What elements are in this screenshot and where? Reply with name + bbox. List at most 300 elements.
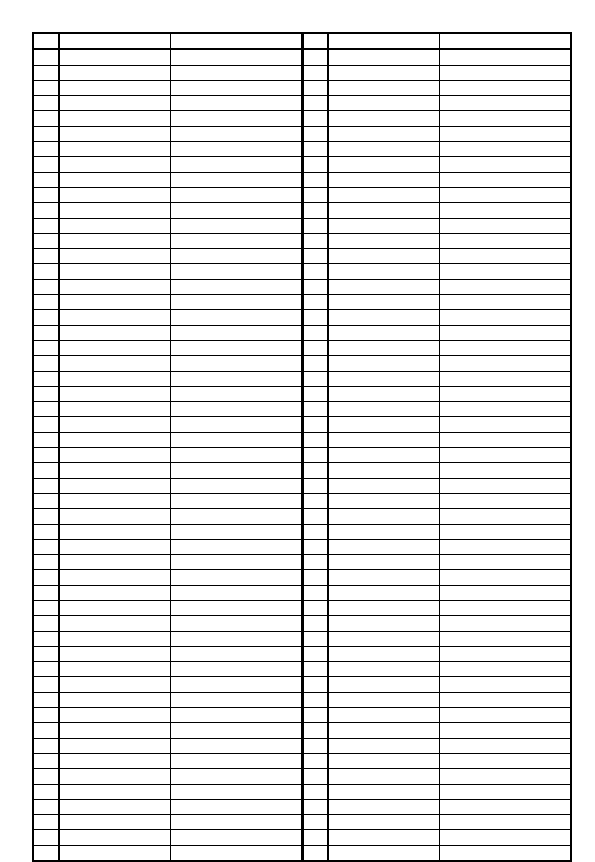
right-row-name [328, 662, 439, 677]
table-row [33, 585, 571, 600]
right-row-value [439, 249, 571, 264]
left-row-name [59, 509, 170, 524]
table-row [33, 539, 571, 554]
left-row-number [33, 616, 59, 631]
right-row-name [328, 815, 439, 830]
table-row [33, 784, 571, 799]
right-row-value [439, 555, 571, 570]
right-row-name [328, 646, 439, 661]
left-row-number [33, 325, 59, 340]
right-row-number [302, 478, 328, 493]
left-row-value [170, 600, 302, 615]
left-row-number [33, 738, 59, 753]
left-row-number [33, 386, 59, 401]
right-row-number [302, 157, 328, 172]
right-row-name [328, 233, 439, 248]
table-row [33, 157, 571, 172]
right-row-name [328, 723, 439, 738]
left-row-value [170, 310, 302, 325]
left-row-number [33, 295, 59, 310]
left-row-value [170, 539, 302, 554]
table-row [33, 600, 571, 615]
left-row-number [33, 142, 59, 157]
right-row-name [328, 157, 439, 172]
left-row-name [59, 203, 170, 218]
left-row-value [170, 509, 302, 524]
right-row-number [302, 585, 328, 600]
right-row-number [302, 815, 328, 830]
left-row-value [170, 126, 302, 141]
table-row [33, 279, 571, 294]
right-row-number [302, 539, 328, 554]
right-row-number [302, 65, 328, 80]
left-row-name [59, 830, 170, 845]
table-row [33, 448, 571, 463]
left-row-number [33, 432, 59, 447]
left-row-number [33, 157, 59, 172]
right-row-name [328, 677, 439, 692]
left-row-name [59, 417, 170, 432]
right-row-number [302, 295, 328, 310]
right-row-value [439, 264, 571, 279]
right-row-name [328, 203, 439, 218]
left-row-value [170, 616, 302, 631]
left-row-value [170, 845, 302, 861]
left-row-value [170, 478, 302, 493]
left-row-number [33, 631, 59, 646]
left-row-value [170, 111, 302, 126]
left-row-number [33, 371, 59, 386]
right-row-name [328, 310, 439, 325]
left-row-value [170, 432, 302, 447]
right-row-name [328, 799, 439, 814]
left-row-name [59, 723, 170, 738]
left-row-name [59, 172, 170, 187]
table-row [33, 493, 571, 508]
left-row-value [170, 218, 302, 233]
left-row-name [59, 402, 170, 417]
right-row-value [439, 524, 571, 539]
right-row-number [302, 111, 328, 126]
left-row-value [170, 723, 302, 738]
left-row-number [33, 111, 59, 126]
left-row-number [33, 493, 59, 508]
right-row-name [328, 631, 439, 646]
left-row-name [59, 539, 170, 554]
left-row-value [170, 417, 302, 432]
right-row-name [328, 142, 439, 157]
left-row-name [59, 279, 170, 294]
right-row-name [328, 279, 439, 294]
right-value-header [439, 33, 571, 49]
right-row-number [302, 830, 328, 845]
left-row-name [59, 784, 170, 799]
right-row-value [439, 493, 571, 508]
right-row-name [328, 432, 439, 447]
left-row-number [33, 799, 59, 814]
table-row [33, 111, 571, 126]
right-row-number [302, 187, 328, 202]
table-row [33, 203, 571, 218]
left-row-value [170, 187, 302, 202]
left-row-value [170, 738, 302, 753]
right-row-number [302, 340, 328, 355]
table-row [33, 310, 571, 325]
table-body [33, 49, 571, 861]
right-row-value [439, 463, 571, 478]
right-row-name [328, 172, 439, 187]
right-row-number [302, 631, 328, 646]
right-row-value [439, 49, 571, 65]
right-row-name [328, 325, 439, 340]
right-row-number [302, 753, 328, 768]
right-row-number [302, 493, 328, 508]
right-row-name [328, 249, 439, 264]
left-row-value [170, 203, 302, 218]
left-row-number [33, 448, 59, 463]
table-row [33, 555, 571, 570]
left-row-number [33, 96, 59, 111]
left-row-name [59, 386, 170, 401]
left-row-number [33, 126, 59, 141]
left-row-value [170, 249, 302, 264]
right-row-name [328, 524, 439, 539]
right-row-name [328, 463, 439, 478]
left-row-value [170, 830, 302, 845]
left-row-value [170, 662, 302, 677]
right-row-name [328, 769, 439, 784]
left-value-header [170, 33, 302, 49]
right-row-name [328, 845, 439, 861]
left-row-number [33, 49, 59, 65]
left-row-name [59, 799, 170, 814]
right-row-value [439, 80, 571, 95]
left-row-number [33, 646, 59, 661]
left-row-value [170, 49, 302, 65]
right-row-number [302, 279, 328, 294]
left-row-value [170, 815, 302, 830]
right-row-value [439, 600, 571, 615]
right-row-value [439, 616, 571, 631]
right-row-name [328, 478, 439, 493]
table-row [33, 356, 571, 371]
right-row-name [328, 493, 439, 508]
left-row-name [59, 631, 170, 646]
right-row-value [439, 157, 571, 172]
right-row-name [328, 356, 439, 371]
left-row-name [59, 646, 170, 661]
table-row [33, 65, 571, 80]
table-row [33, 80, 571, 95]
left-row-value [170, 371, 302, 386]
right-row-number [302, 218, 328, 233]
left-row-name [59, 753, 170, 768]
right-row-number [302, 708, 328, 723]
left-row-name [59, 738, 170, 753]
right-row-number [302, 799, 328, 814]
right-row-name [328, 187, 439, 202]
right-row-number [302, 325, 328, 340]
right-row-number [302, 723, 328, 738]
table-row [33, 49, 571, 65]
left-row-number [33, 692, 59, 707]
left-row-value [170, 769, 302, 784]
right-row-number [302, 555, 328, 570]
left-row-name [59, 126, 170, 141]
right-row-name [328, 80, 439, 95]
right-row-value [439, 753, 571, 768]
left-row-value [170, 708, 302, 723]
table-row [33, 799, 571, 814]
right-row-number [302, 142, 328, 157]
right-row-number [302, 96, 328, 111]
table-row [33, 616, 571, 631]
left-row-value [170, 142, 302, 157]
left-row-name [59, 708, 170, 723]
left-row-number [33, 662, 59, 677]
document-sheet [32, 32, 570, 820]
left-row-name [59, 80, 170, 95]
table-row [33, 386, 571, 401]
right-row-value [439, 325, 571, 340]
left-row-value [170, 402, 302, 417]
table-row [33, 708, 571, 723]
left-row-value [170, 386, 302, 401]
right-row-value [439, 295, 571, 310]
right-row-number [302, 600, 328, 615]
left-row-value [170, 279, 302, 294]
right-row-value [439, 509, 571, 524]
right-row-value [439, 478, 571, 493]
left-row-name [59, 218, 170, 233]
right-row-number [302, 463, 328, 478]
right-row-number [302, 432, 328, 447]
left-row-name [59, 49, 170, 65]
table-row [33, 738, 571, 753]
left-row-name [59, 585, 170, 600]
right-row-number [302, 203, 328, 218]
left-row-number [33, 356, 59, 371]
right-row-number [302, 692, 328, 707]
right-row-name [328, 402, 439, 417]
right-row-value [439, 799, 571, 814]
left-row-name [59, 769, 170, 784]
left-row-value [170, 799, 302, 814]
left-row-value [170, 524, 302, 539]
left-row-value [170, 555, 302, 570]
left-row-number [33, 463, 59, 478]
table-row [33, 142, 571, 157]
table-row [33, 172, 571, 187]
table-row [33, 753, 571, 768]
left-row-name [59, 692, 170, 707]
right-row-name [328, 126, 439, 141]
right-row-value [439, 126, 571, 141]
right-row-value [439, 815, 571, 830]
table-row [33, 570, 571, 585]
left-row-name [59, 815, 170, 830]
left-row-number [33, 203, 59, 218]
right-row-number [302, 646, 328, 661]
left-row-name [59, 371, 170, 386]
right-row-name [328, 417, 439, 432]
left-row-value [170, 463, 302, 478]
left-row-value [170, 172, 302, 187]
left-row-number [33, 753, 59, 768]
left-row-name [59, 310, 170, 325]
left-row-number [33, 570, 59, 585]
table-header-row [33, 33, 571, 49]
left-row-number [33, 417, 59, 432]
left-row-value [170, 631, 302, 646]
left-row-name [59, 432, 170, 447]
right-row-name [328, 49, 439, 65]
left-row-value [170, 493, 302, 508]
left-row-name [59, 325, 170, 340]
left-row-number [33, 509, 59, 524]
right-row-name [328, 386, 439, 401]
right-row-value [439, 65, 571, 80]
table-row [33, 96, 571, 111]
left-row-name [59, 448, 170, 463]
right-row-value [439, 340, 571, 355]
right-row-number [302, 356, 328, 371]
right-row-number [302, 371, 328, 386]
table-row [33, 340, 571, 355]
table-row [33, 845, 571, 861]
left-row-name [59, 555, 170, 570]
left-row-number [33, 187, 59, 202]
left-row-value [170, 264, 302, 279]
left-row-number [33, 340, 59, 355]
right-row-number [302, 310, 328, 325]
table-row [33, 524, 571, 539]
left-row-name [59, 524, 170, 539]
left-row-name [59, 600, 170, 615]
left-row-value [170, 677, 302, 692]
right-row-name [328, 555, 439, 570]
right-row-number [302, 172, 328, 187]
right-row-value [439, 646, 571, 661]
right-row-value [439, 448, 571, 463]
table-row [33, 402, 571, 417]
right-row-number [302, 417, 328, 432]
right-row-name [328, 65, 439, 80]
left-row-value [170, 233, 302, 248]
table-row [33, 417, 571, 432]
left-row-number [33, 815, 59, 830]
right-row-value [439, 111, 571, 126]
right-row-number [302, 448, 328, 463]
left-row-value [170, 80, 302, 95]
left-row-value [170, 157, 302, 172]
right-row-name [328, 784, 439, 799]
right-row-value [439, 677, 571, 692]
right-row-value [439, 723, 571, 738]
left-row-value [170, 585, 302, 600]
right-row-name [328, 708, 439, 723]
left-row-number [33, 769, 59, 784]
right-row-number [302, 616, 328, 631]
right-row-name [328, 738, 439, 753]
left-row-number [33, 677, 59, 692]
right-row-value [439, 784, 571, 799]
right-row-value [439, 172, 571, 187]
right-row-value [439, 570, 571, 585]
left-name-header [59, 33, 170, 49]
right-row-value [439, 218, 571, 233]
right-row-value [439, 371, 571, 386]
right-row-value [439, 233, 571, 248]
left-row-number [33, 524, 59, 539]
table-row [33, 264, 571, 279]
table-row [33, 325, 571, 340]
right-row-number [302, 662, 328, 677]
right-row-number [302, 845, 328, 861]
right-row-name [328, 692, 439, 707]
right-row-value [439, 830, 571, 845]
right-row-number [302, 126, 328, 141]
left-row-number [33, 600, 59, 615]
right-row-number [302, 769, 328, 784]
left-row-name [59, 96, 170, 111]
right-row-value [439, 692, 571, 707]
right-row-name [328, 340, 439, 355]
two-column-index-table [32, 32, 572, 862]
right-row-value [439, 356, 571, 371]
left-row-name [59, 157, 170, 172]
right-row-name [328, 753, 439, 768]
table-row [33, 662, 571, 677]
right-row-value [439, 279, 571, 294]
left-row-value [170, 753, 302, 768]
left-row-name [59, 187, 170, 202]
right-row-number [302, 386, 328, 401]
right-row-value [439, 142, 571, 157]
right-row-number [302, 509, 328, 524]
right-row-number [302, 784, 328, 799]
table-row [33, 692, 571, 707]
left-row-number [33, 80, 59, 95]
table-row [33, 463, 571, 478]
right-row-name [328, 830, 439, 845]
right-row-value [439, 539, 571, 554]
left-row-number [33, 784, 59, 799]
table-row [33, 371, 571, 386]
right-row-number [302, 524, 328, 539]
left-row-number [33, 585, 59, 600]
right-row-value [439, 631, 571, 646]
left-row-value [170, 784, 302, 799]
table-row [33, 769, 571, 784]
left-row-number [33, 310, 59, 325]
left-row-name [59, 478, 170, 493]
left-row-name [59, 264, 170, 279]
left-row-number [33, 249, 59, 264]
left-row-number [33, 264, 59, 279]
left-row-name [59, 845, 170, 861]
right-row-name [328, 96, 439, 111]
left-row-number [33, 723, 59, 738]
right-row-number [302, 570, 328, 585]
right-row-number [302, 402, 328, 417]
right-row-name [328, 585, 439, 600]
right-row-name [328, 295, 439, 310]
left-row-name [59, 677, 170, 692]
table-row [33, 126, 571, 141]
left-row-number [33, 279, 59, 294]
left-row-name [59, 662, 170, 677]
